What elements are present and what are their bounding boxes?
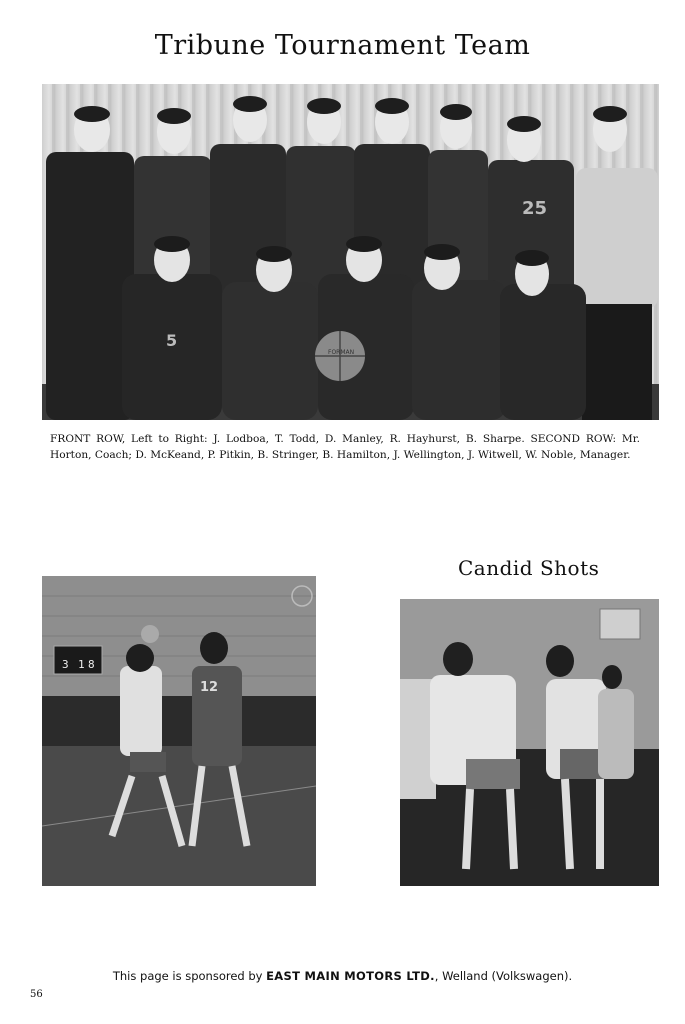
sponsor-line xyxy=(0,969,685,983)
ball-label: FORMAN xyxy=(328,349,355,356)
team-photo-image xyxy=(42,84,659,420)
candid-photo-left-image xyxy=(42,576,316,886)
jersey-number-front: 5 xyxy=(166,331,178,350)
candid-photo-girls-game xyxy=(42,576,316,886)
jersey-number-back: 25 xyxy=(522,198,548,219)
page-title: Tribune Tournament Team xyxy=(154,30,531,61)
candid-photo-right-image xyxy=(400,599,659,886)
svg-text:1: 1 xyxy=(78,658,85,671)
sponsor-suffix: , Welland (Volkswagen). xyxy=(434,969,573,983)
candid-photo-boys-game xyxy=(400,599,659,886)
svg-text:8: 8 xyxy=(88,658,95,671)
team-photo xyxy=(42,84,659,420)
player-number: 12 xyxy=(200,680,219,695)
candid-shots-heading: Candid Shots xyxy=(458,556,600,580)
page-number: 56 xyxy=(30,989,43,1000)
sponsor-name: EAST MAIN MOTORS LTD. xyxy=(266,969,435,983)
svg-text:3: 3 xyxy=(62,658,69,671)
sponsor-prefix: This page is sponsored by xyxy=(112,969,267,983)
team-caption: FRONT ROW, Left to Right: J. Lodboa, T. Todd, D. Manley, R. Hayhurst, B. Sharpe. SECOND ROW: Mr. Horton, Coach; D. McKeand, P. Pitkin, B. Stringer, B. Hamilton, J. Wellington, J. Witwell, W. Noble, Manager. xyxy=(50,433,640,461)
